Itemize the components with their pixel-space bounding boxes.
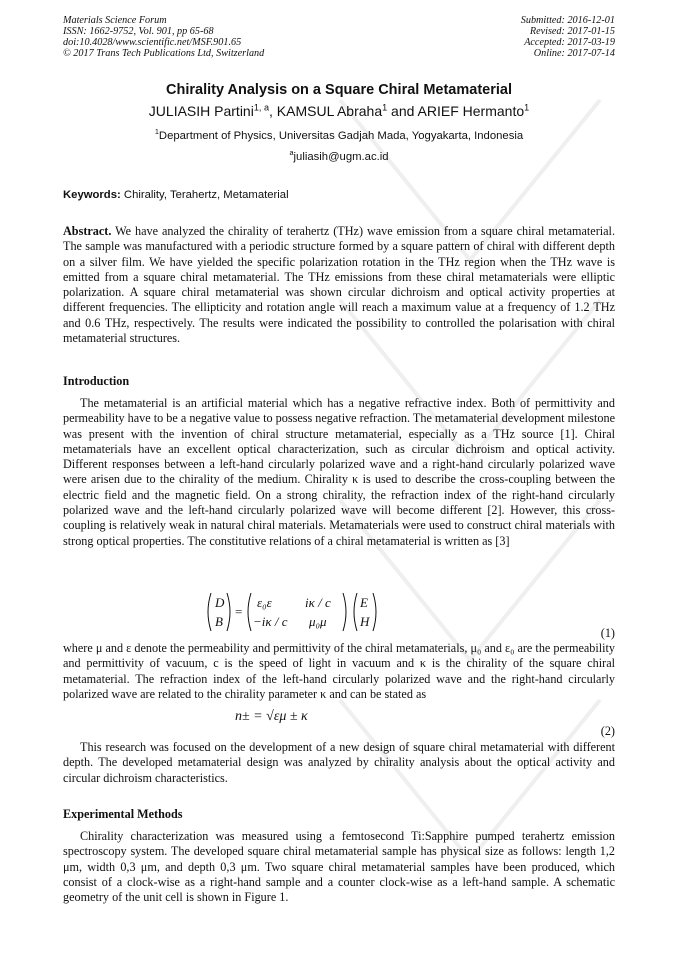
author-1-sup: 1, a [253,102,270,113]
email-sup: a [289,148,294,158]
eq1-rhs-bottom: H [360,614,370,629]
date-revised: Revised: 2017-01-15 [529,26,615,37]
journal-name: Materials Science Forum [63,15,167,26]
eq1-lhs-top: D [215,595,225,610]
eq1-m11: ε₀ε [257,595,272,610]
abstract [63,224,615,346]
journal-doi: doi:10.4028/www.scientific.net/MSF.901.65 [63,37,242,48]
email-address[interactable]: juliasih@ugm.ac.id [293,151,389,163]
author-2: , KAMSUL Abraha [269,103,383,119]
introduction-heading: Introduction [63,374,130,388]
keywords-label: Keywords: [63,189,121,201]
equation-2: n± = √εμ ± κ [235,709,308,724]
journal-info [63,15,264,59]
author-list [0,103,678,119]
author-3-sup: 1 [524,102,530,113]
abstract-text: We have analyzed the chirality of terahertz (THz) wave emission from a square chiral metamaterial. The sample was manufactured with a periodic structure formed by a square pattern of chiral with different depth on a silver film. We have yielded the specific polarization rotation in the THz region when the THz wave is emitted from a square chiral metamaterial. The THz emissions from these chiral metamaterials were elliptic polarization. A square chiral metamaterial was shown circular dichroism and optical activity properties at different frequencies. The ellipticity and rotation angle will reach a maximum value at a frequency of 1.2 THz and 0.6 THz, respectively. The results were indicated the possibility to controlled the polarisation with chiral metamaterial structures. [63,224,615,346]
author-1: JULIASIH Partini [148,103,254,119]
date-accepted: Accepted: 2017-03-19 [524,37,615,48]
introduction-paragraph-2: where μ and ε denote the permeability and permittivity of the chiral metamaterials, μ₀ and ε₀ are the permeability and permittivity of vacuum, c is the speed of light in vacuum and κ is the chirality of the square chiral metamaterial. The refraction index of the left-hand circularly polarized wave and the right-hand circularly polarized wave are related to the chirality parameter κ and can be stated as [63,641,615,701]
introduction-paragraph-1: The metamaterial is an artificial material which has a negative refractive index. Both of permittivity and permeability have to be a negative value to possess negative refraction. The metamaterial development milestone was present with the invention of chiral structure metamaterial, especially as a THz source [1]. Chiral metamaterials have an excellent optical characterization, such as circular dichroism and optical activity. Different responses between a left-hand circularly polarized wave and a right-hand circularly polarized wave were arisen due to the chirality of the medium. Chirality κ is used to describe the cross-coupling between the electric field and the magnetic field. On a strong chirality, the refraction index of the right-hand circularly polarized wave and the left-hand circularly polarized wave will become different [2]. However, this cross-coupling is relatively weak in natural chiral materials. Metamaterials were used to construct chiral materials with strong optical properties. The constitutive relations of a chiral metamaterial is written as [3] [63,396,615,548]
publication-dates [521,15,615,59]
keywords [63,189,615,201]
methods-heading: Experimental Methods [63,807,183,821]
journal-copyright: © 2017 Trans Tech Publications Ltd, Switzerland [63,48,265,59]
eq1-rhs-top: E [360,595,368,610]
journal-issn: ISSN: 1662-9752, Vol. 901, pp 65-68 [63,26,214,37]
date-online: Online: 2017-07-14 [533,48,615,59]
eq1-lhs-bottom: B [215,614,223,629]
paper-title: Chirality Analysis on a Square Chiral Metamaterial [166,82,512,98]
date-submitted: Submitted: 2016-12-01 [520,15,615,26]
eq1-m21: −iκ / c [253,614,288,629]
author-3: and ARIEF Hermanto [387,103,525,119]
equation-1 [205,591,385,633]
methods-paragraph-1: Chirality characterization was measured using a femtosecond Ti:Sapphire pumped terahertz emission spectroscopy system. The developed square chiral metamaterial sample has physical size as follows: length 1,2 μm, width 0,3 μm, and depth 0,3 μm. Two square chiral metamaterial samples have been produced, which consist of a clock-wise as a right-hand sample and a counter clock-wise as a left-hand sample. A schematic geometry of the unit cell is shown in Figure 1. [63,829,615,905]
keywords-text: Chirality, Terahertz, Metamaterial [120,189,289,201]
affiliation [0,127,678,142]
eq1-equals: = [235,604,243,619]
author-2-sup: 1 [382,102,388,113]
equation-2-number: (2) [600,724,615,738]
email [0,148,678,163]
affiliation-text: Department of Physics, Universitas Gadjah Mada, Yogyakarta, Indonesia [158,130,524,142]
introduction-paragraph-3: This research was focused on the development of a new design of square chiral metamaterial with different depth. The developed metamaterial design was analyzed by chirality analysis about the optical activity and circular dichroism characteristics. [63,740,615,785]
affiliation-sup: 1 [154,127,159,137]
equation-1-number: (1) [600,626,615,640]
eq1-m12: iκ / c [305,595,331,610]
eq1-m22: μ₀μ [309,614,327,629]
abstract-label: Abstract. [63,224,112,238]
